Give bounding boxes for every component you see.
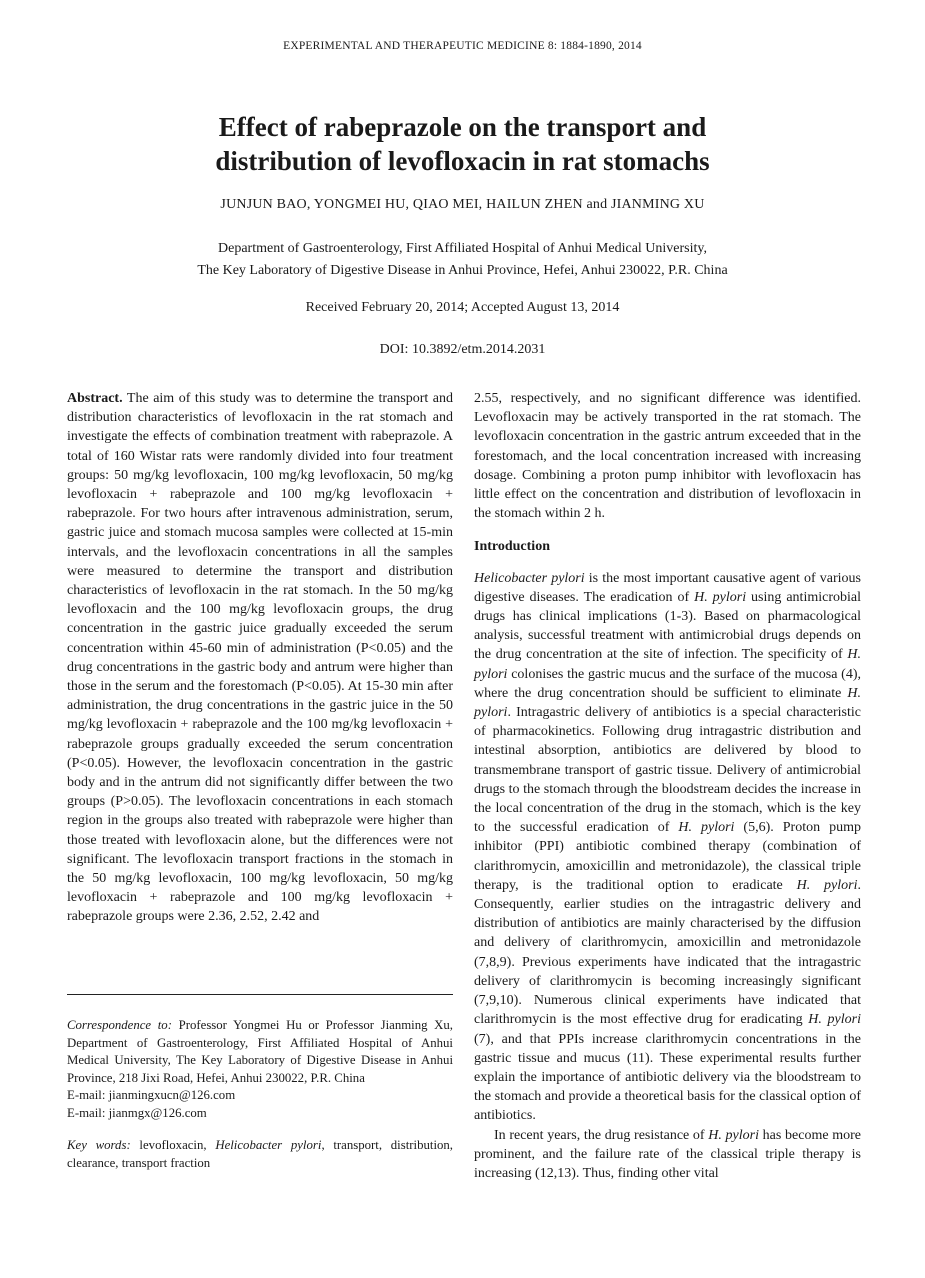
italic-species-name: H. pylori: [694, 589, 747, 605]
italic-species-name: Helicobacter pylori: [474, 570, 585, 586]
intro-text: In recent years, the drug resistance of: [494, 1127, 709, 1143]
intro-text: . Intragastric delivery of antibiotics is a special characteristic of pharmacokinetics. Following drug intragastric distribution and intestinal absorption, antibiotics are delivered by blood to transmembrane transport of gastric tissue. Delivery of antimicrobial drugs to the stomach through the bloodstream decides the increase in the local concentration of the drug in the stomach, which is the key to the successful eradication of: [474, 705, 861, 836]
author-list: JUNJUN BAO, YONGMEI HU, QIAO MEI, HAILUN ZHEN and JIANMING XU: [220, 197, 705, 212]
left-column: [67, 389, 453, 927]
intro-text: is the most important causative agent of various digestive diseases. The eradication of: [474, 570, 861, 605]
intro-text: . Consequently, earlier studies on the intragastric delivery and distribution of antibiotics are mainly characterised by the diffusion and delivery of clarithromycin, amoxicillin and metronidazole (7,8,9). Previous experiments have indicated that the intragastric delivery of clarithromycin is becoming increasingly significant (7,9,10). Numerous clinical experiments have indicated that clarithromycin is the most effective drug for eradicating: [474, 877, 861, 1028]
italic-species-name: H. pylori: [474, 647, 861, 682]
footnote-divider: [67, 994, 453, 995]
intro-text: colonises the gastric mucus and the surface of the mucosa (4), where the drug concentration should be sufficient to eliminate: [474, 666, 861, 701]
abstract-paragraph: [67, 389, 453, 927]
affiliation-line-2: The Key Laboratory of Digestive Disease in Anhui Province, Hefei, Anhui 230022, P.R. China: [197, 263, 728, 278]
affiliation-line-1: Department of Gastroenterology, First Affiliated Hospital of Anhui Medical University,: [218, 241, 707, 256]
paper-title: [0, 110, 925, 178]
title-line-1: Effect of rabeprazole on the transport and: [218, 112, 707, 142]
keywords-paragraph: [67, 1137, 453, 1172]
email-2: E-mail: jianmgx@126.com: [67, 1105, 207, 1120]
italic-species-name: H. pylori: [474, 685, 861, 721]
correspondence-label: Correspondence to:: [67, 1018, 172, 1032]
correspondence-footnote: [67, 1017, 453, 1122]
doi: DOI: 10.3892/etm.2014.2031: [379, 342, 546, 357]
title-line-2: distribution of levofloxacin in rat stomachs: [215, 146, 710, 176]
keywords-text: , transport, distribution, clearance, transport fraction: [67, 1138, 453, 1170]
abstract-text: The aim of this study was to determine the transport and distribution characteristics of levofloxacin in the rat stomach and investigate the effects of combination treatment with rabeprazole. A total of 160 Wistar rats were randomly divided into four treatment groups: 50 mg/kg levofloxacin, 100 mg/kg levofloxacin, 50 mg/kg levofloxacin + rabeprazole and 100 mg/kg levofloxacin + rabeprazole. For two hours after intravenous administration, serum, gastric juice and stomach mucosa samples were collected at 15-min intervals, and the levofloxacin concentrations in all the samples were measured to determine the transport and distribution characteristics of levofloxacin in the rat stomach. In the 50 mg/kg levofloxacin and the 100 mg/kg levofloxacin groups, the drug concentration in the gastric juice gradually exceeded the serum concentration within 45-60 min of administration (P<0.05) and the drug concentrations in the gastric body and antrum were higher than those in the serum and the forestomach (P<0.05). At 15-30 min after administration, the drug concentrations in the gastric juice in the 50 mg/kg levofloxacin + rabeprazole and the 100 mg/kg levofloxacin + rabeprazole groups gradually exceeded the serum concentration (P<0.05). However, the levofloxacin concentration in the gastric body and in the antrum did not significantly differ between the two groups (P>0.05). The levofloxacin concentrations in each stomach region in the groups also treated with rabeprazole were higher than those treated with levofloxacin alone, but the differences were not significant. The levofloxacin transport fractions in the stomach in the 50 mg/kg levofloxacin, 100 mg/kg levofloxacin, 50 mg/kg levofloxacin + rabeprazole and 100 mg/kg levofloxacin + rabeprazole groups were 2.36, 2.52, 2.42 and: [67, 391, 453, 925]
intro-text: (5,6). Proton pump inhibitor (PPI) antibiotic combined therapy (combination of clarithromycin, amoxicillin and metronidazole), the classical triple therapy, is the traditional option to eradicate: [474, 820, 861, 893]
italic-species-name: H. pylori: [796, 877, 858, 893]
keywords-text: levofloxacin,: [130, 1138, 216, 1152]
intro-text: using antimicrobial drugs has clinical implications (1-3). Based on pharmacological analysis, successful treatment with antimicrobial drugs depends on the drug concentration at the site of infection. The specificity of: [474, 589, 861, 663]
keywords: [67, 1137, 453, 1172]
journal-header: EXPERIMENTAL AND THERAPEUTIC MEDICINE 8: 1884-1890, 2014: [283, 40, 642, 52]
introduction-heading: Introduction: [474, 539, 550, 555]
abstract-continued: 2.55, respectively, and no significant difference was identified. Levofloxacin may be actively transported in the rat stomach. The levofloxacin concentration in the gastric antrum exceeded that in the forestomach, and the local concentration increased with increasing dosage. Combining a proton pump inhibitor with levofloxacin has little effect on the concentration and distribution of levofloxacin in the stomach within 2 h.: [474, 391, 861, 522]
italic-species-name: H. pylori: [808, 1012, 861, 1028]
right-column: [474, 389, 861, 1183]
keywords-label: Key words:: [67, 1138, 131, 1152]
italic-species-name: Helicobacter pylori: [215, 1138, 322, 1152]
italic-species-name: H. pylori: [678, 820, 735, 836]
introduction-paragraph-2: [474, 1126, 861, 1184]
introduction-paragraph-1: [474, 569, 861, 1126]
intro-text: (7), and that PPIs increase clarithromycin concentrations in the gastric tissue and mucus (11). These experimental results further explain the importance of antibiotic delivery via the bloodstream to the stomach and provide a theoretical basis for the classical option of antibiotics.: [474, 1031, 861, 1124]
italic-species-name: H. pylori: [708, 1127, 759, 1143]
correspondence-paragraph: [67, 1017, 453, 1087]
affiliation: [0, 238, 925, 282]
correspondence-text: Professor Yongmei Hu or Professor Jianming Xu, Department of Gastroenterology, First Affiliated Hospital of Anhui Medical University, The Key Laboratory of Digestive Disease in Anhui Province, 218 Jixi Road, Hefei, Anhui 230022, P.R. China: [67, 1018, 454, 1085]
intro-text: has become more prominent, and the failure rate of the classical triple therapy is increasing (12,13). Thus, finding other vital: [474, 1127, 861, 1181]
received-accepted-dates: Received February 20, 2014; Accepted August 13, 2014: [305, 300, 620, 315]
email-1: E-mail: jianmingxucn@126.com: [67, 1088, 236, 1102]
abstract-label: Abstract.: [67, 391, 123, 406]
